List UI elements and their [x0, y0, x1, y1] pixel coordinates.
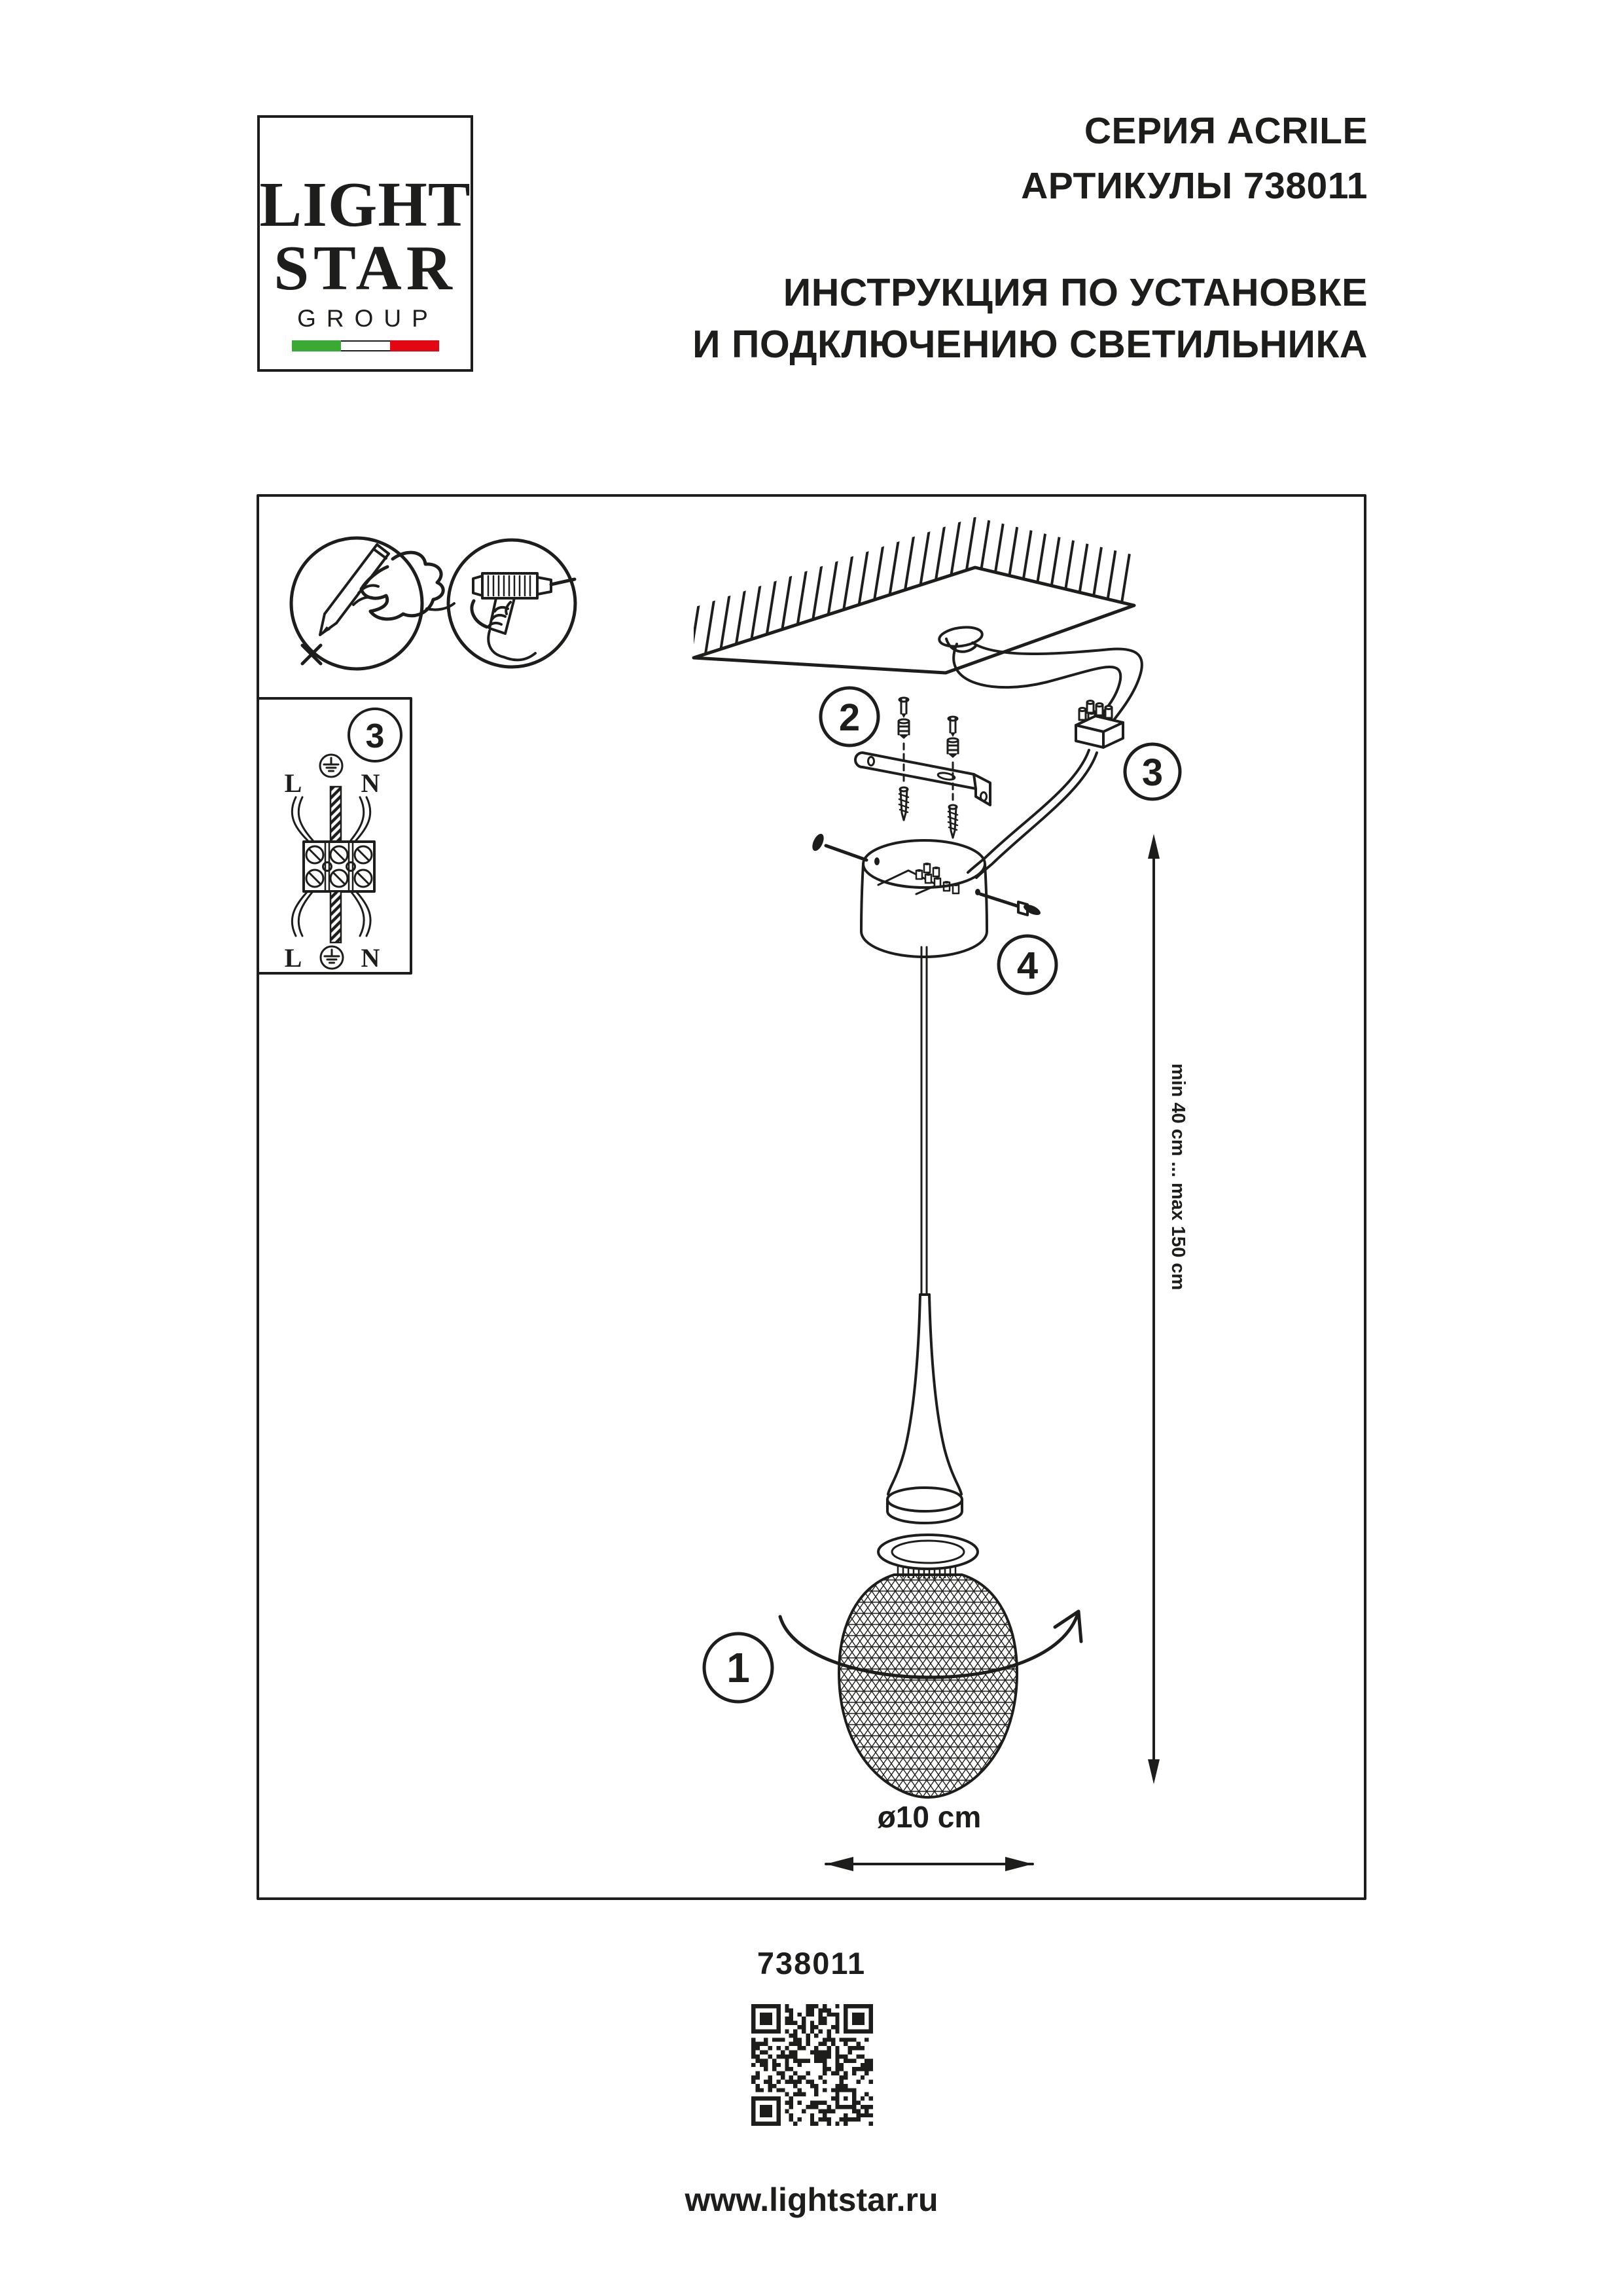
flag-red: [390, 340, 439, 351]
wiring-diagram: [258, 698, 411, 973]
label-neutral-bottom: N: [361, 943, 380, 973]
lamp-shade: [839, 1535, 1017, 1797]
callout-shade: [704, 1634, 772, 1702]
flag-green: [292, 340, 341, 351]
label-live-bottom: L: [284, 943, 302, 973]
italian-flag-icon: [292, 340, 439, 351]
canopy-screw-right: [980, 894, 1042, 917]
earth-wire-top: [330, 787, 341, 842]
callout-2-label: 2: [838, 696, 861, 739]
callout-terminal-block: [1125, 744, 1180, 799]
header-series-block: [1021, 103, 1368, 213]
mark-position-icon: [291, 538, 454, 669]
pendant-cord: [921, 947, 927, 1295]
height-dimension: [1148, 834, 1188, 1784]
screw-anchor-right: [948, 717, 958, 838]
flag-white: [341, 340, 390, 351]
diameter-dimension: [826, 1800, 1033, 1871]
diameter-dimension-label: ø10 cm: [877, 1800, 982, 1834]
ceiling-panel: [694, 517, 1134, 673]
canopy-screw-left: [810, 832, 866, 860]
canopy: [861, 840, 987, 957]
instruction-title-line2: И ПОДКЛЮЧЕНИЮ СВЕТИЛЬНИКА: [692, 323, 1368, 366]
wiring-callout-label: 3: [365, 717, 385, 755]
earth-wire-bottom: [330, 891, 341, 942]
qr-code: [751, 2004, 873, 2126]
logo-light-text: LIGHT: [259, 170, 471, 240]
cone-grip: [887, 1295, 962, 1523]
label-neutral-top: N: [361, 768, 380, 798]
logo-star-text: STAR: [274, 233, 457, 303]
wiring-terminal-strip: [304, 842, 374, 891]
height-dimension-label: min 40 cm ... max 150 cm: [1168, 1063, 1188, 1291]
shade-mesh-body: [839, 1575, 1017, 1797]
header-instruction-block: [692, 267, 1368, 370]
drill-icon: [448, 540, 575, 667]
main-frame: [258, 495, 1365, 1899]
footer-article-number: 738011: [757, 1946, 866, 1981]
callout-canopy: [999, 936, 1056, 994]
mounting-bracket: [855, 753, 990, 805]
instruction-title-line1: ИНСТРУКЦИЯ ПО УСТАНОВКЕ: [783, 271, 1368, 314]
callout-bracket: [821, 688, 878, 745]
logo-group-text: GROUP: [297, 305, 438, 332]
article-title: АРТИКУЛЫ 738011: [1021, 165, 1368, 207]
callout-1-label: 1: [726, 1644, 750, 1691]
website-url: www.lightstar.ru: [685, 2181, 938, 2218]
callout-3-label: 3: [1141, 751, 1164, 794]
lightstar-logo: [257, 115, 473, 372]
callout-4-label: 4: [1016, 944, 1039, 987]
label-live-top: L: [284, 768, 302, 798]
series-title: СЕРИЯ ACRILE: [1084, 110, 1368, 152]
